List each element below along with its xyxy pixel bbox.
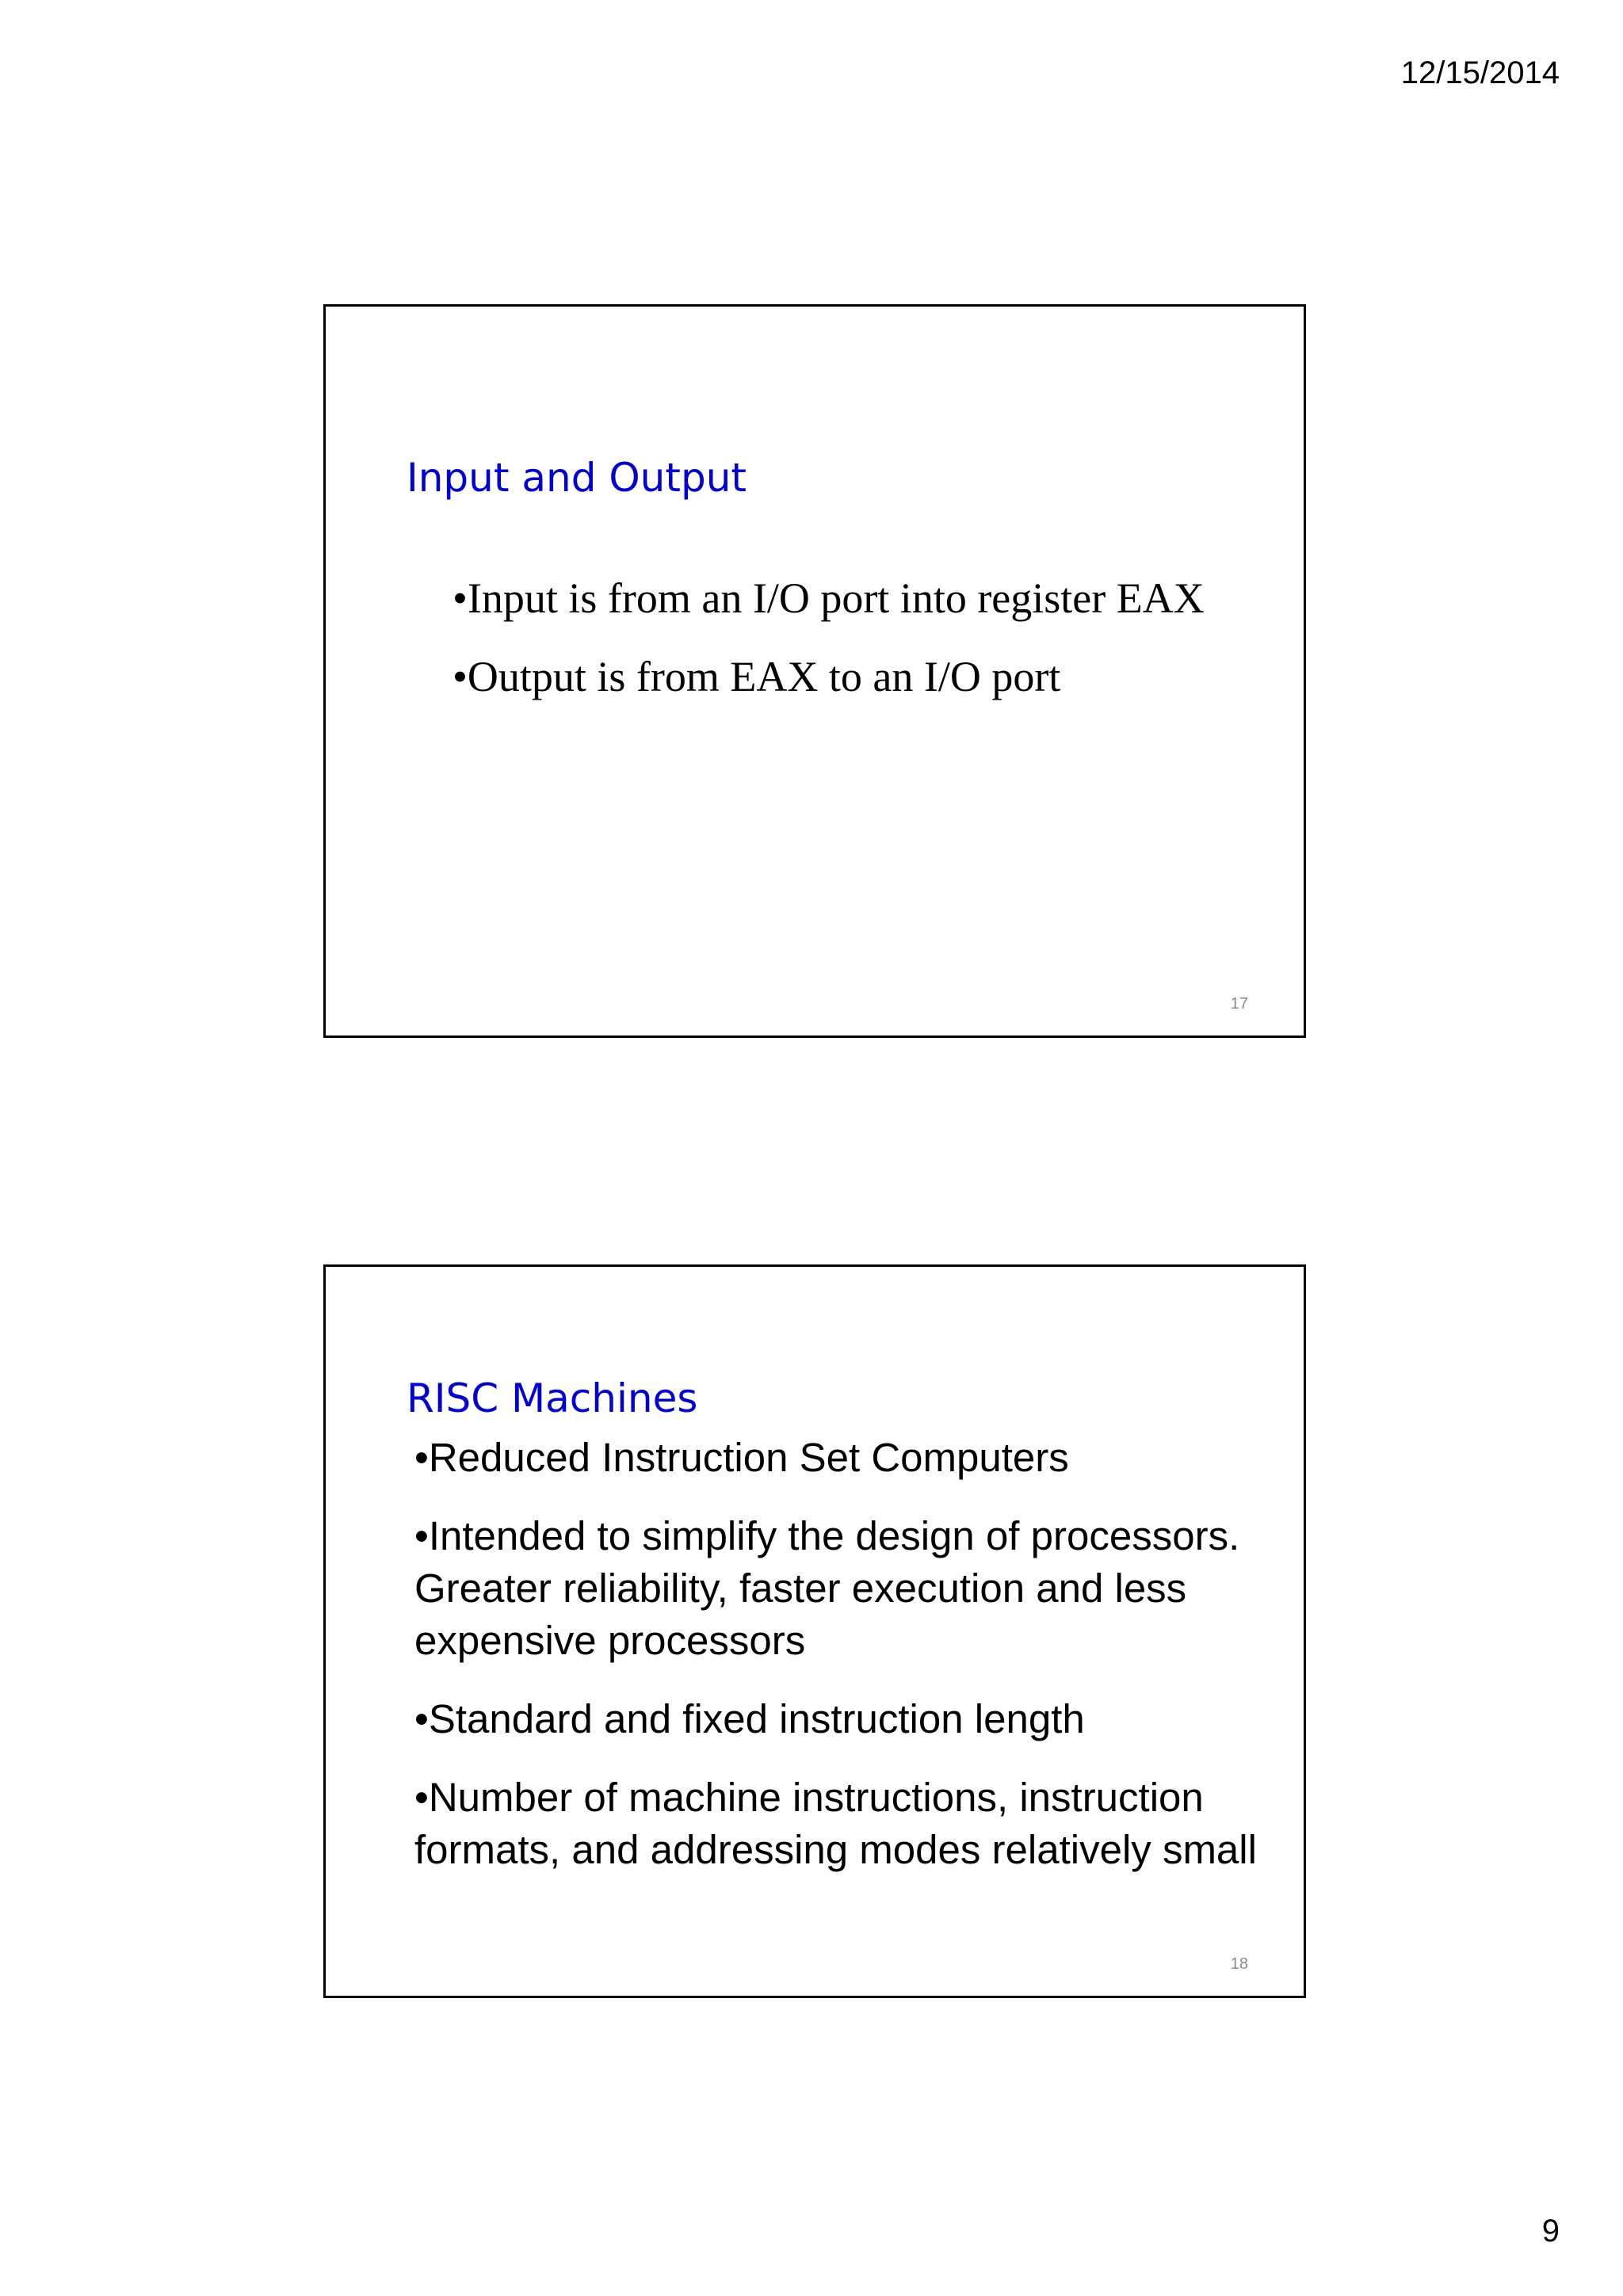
bullet-item: •Intended to simplify the design of processors. Greater reliability, faster execution and less expensive processors [414, 1513, 1240, 1663]
bullet-item: •Output is from EAX to an I/O port [453, 652, 1061, 700]
page-date: 12/15/2014 [1400, 55, 1560, 90]
bullet-item: •Standard and fixed instruction length [414, 1696, 1085, 1741]
slide-number: 17 [1230, 995, 1248, 1013]
bullet-list [414, 1432, 1286, 1902]
bullet-list [453, 573, 1277, 730]
bullet-item: •Number of machine instructions, instruction formats, and addressing modes relatively small [414, 1775, 1257, 1872]
slide-input-and-output [323, 304, 1306, 1038]
slide-title: Input and Output [407, 455, 747, 501]
page-number: 9 [1541, 2214, 1560, 2248]
bullet-item: •Reduced Instruction Set Computers [414, 1435, 1069, 1480]
slide-number: 18 [1230, 1955, 1248, 1973]
bullet-item: •Input is from an I/O port into register EAX [453, 574, 1205, 622]
slide-title: RISC Machines [407, 1375, 698, 1421]
slide-risc-machines [323, 1264, 1306, 1998]
